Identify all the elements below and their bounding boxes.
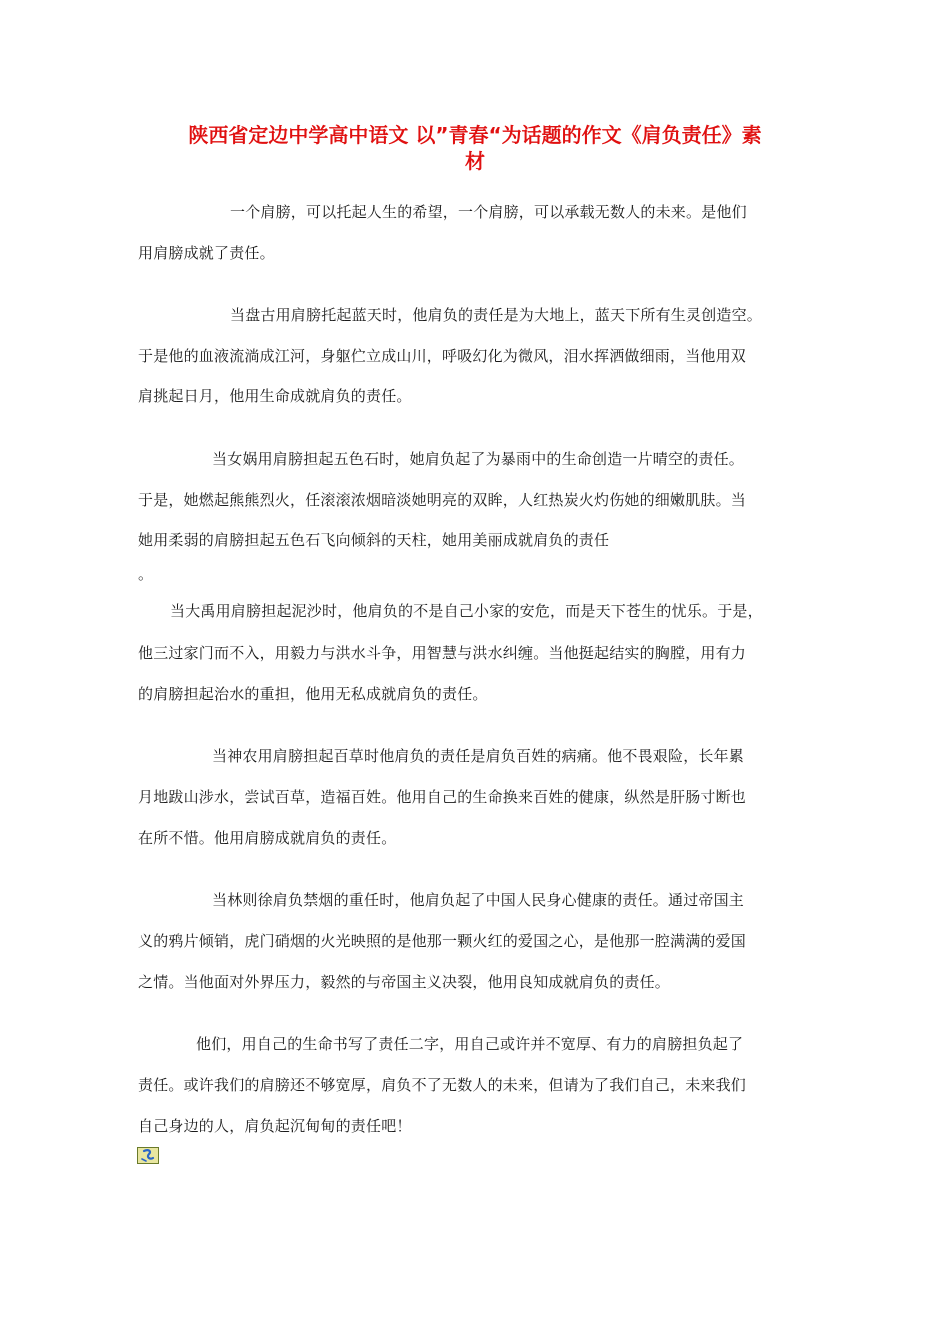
body-line: 当神农用肩膀担起百草时他肩负的责任是肩负百姓的病痛。他不畏艰险，长年累 (212, 747, 745, 765)
body-line: 当盘古用肩膀托起蓝天时，他肩负的责任是为大地上，蓝天下所有生灵创造空。 (230, 306, 763, 324)
body-line: 。 (138, 565, 154, 583)
body-line: 当大禹用肩膀担起泥沙时，他肩负的不是自己小家的安危，而是天下苍生的忧乐。于是， (170, 602, 763, 620)
body-line: 责任。或许我们的肩膀还不够宽厚，肩负不了无数人的未来，但请为了我们自己，未来我们 (138, 1076, 747, 1094)
body-line: 自己身边的人，肩负起沉甸甸的责任吧！ (138, 1117, 412, 1135)
body-line: 一个肩膀，可以托起人生的希望，一个肩膀，可以承载无数人的未来。是他们 (230, 203, 747, 221)
document-logo-icon (137, 1147, 159, 1164)
body-line: 月地跋山涉水，尝试百草，造福百姓。他用自己的生命换来百姓的健康，纵然是肝肠寸断也 (138, 788, 747, 806)
body-line: 之情。当他面对外界压力，毅然的与帝国主义决裂，他用良知成就肩负的责任。 (138, 973, 671, 991)
title-line-1: 陕西省定边中学高中语文 以”青春“为话题的作文《肩负责任》素 (188, 123, 762, 147)
body-line: 当女娲用肩膀担起五色石时，她肩负起了为暴雨中的生命创造一片晴空的责任。 (212, 450, 745, 468)
body-line: 于是他的血液流淌成江河，身躯伫立成山川，呼吸幻化为微风，泪水挥洒做细雨，当他用双 (138, 347, 747, 365)
body-line: 的肩膀担起治水的重担，他用无私成就肩负的责任。 (138, 685, 488, 703)
body-line: 在所不惜。他用肩膀成就肩负的责任。 (138, 829, 397, 847)
body-line: 于是，她燃起熊熊烈火，任滚滚浓烟暗淡她明亮的双眸，人红热炭火灼伤她的细嫩肌肤。当 (138, 491, 747, 509)
document-title (140, 122, 810, 174)
body-line: 义的鸦片倾销，虎门硝烟的火光映照的是他那一颗火红的爱国之心，是他那一腔满满的爱国 (138, 932, 747, 950)
body-line: 他三过家门而不入，用毅力与洪水斗争，用智慧与洪水纠缠。当他挺起结实的胸膛，用有力 (138, 644, 747, 662)
body-line: 肩挑起日月，他用生命成就肩负的责任。 (138, 387, 412, 405)
body-line: 她用柔弱的肩膀担起五色石飞向倾斜的天柱，她用美丽成就肩负的责任 (138, 531, 610, 549)
body-line: 用肩膀成就了责任。 (138, 244, 275, 262)
body-line: 当林则徐肩负禁烟的重任时，他肩负起了中国人民身心健康的责任。通过帝国主 (212, 891, 745, 909)
body-line: 他们，用自己的生命书写了责任二字，用自己或许并不宽厚、有力的肩膀担负起了 (196, 1035, 744, 1053)
title-line-2: 材 (465, 149, 485, 173)
